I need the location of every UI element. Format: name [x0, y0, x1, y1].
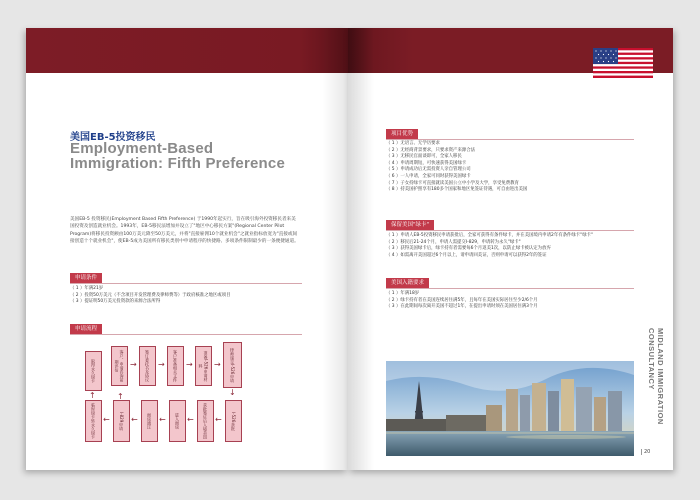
list-item: （ 1 ）无语言、无学历要求 [386, 141, 440, 146]
list-item: （ 6 ）一人申请，全家可同时获得美国绿卡 [386, 173, 471, 179]
brand-vertical-title: MIDLAND IMMIGRATION CONSULTANCY [647, 328, 665, 425]
flow-step: 准备I-526申请材料 [195, 346, 212, 386]
list-item: （ 3 ）提证明50万美元投资款的来源合法所得 [70, 299, 161, 305]
divider [70, 283, 302, 284]
list-item: （ 1 ）年满18岁 [386, 291, 420, 296]
right-page [348, 28, 673, 470]
page-title: 美国EB-5投资移民 [70, 132, 156, 143]
left-page: 美国EB-5投资移民 Employment-Based Immigration: Fifth Preference 美国EB-5 投资移民(Employment Based Fifth Preference) 于1990年起实行，旨在吸引海外投资移民者来美国投资及创造就业机会。1993年，EB-5移民法增加并设立了"地区中心移民方案"(Regional Center Pilot Program)将移民投资额由100万美元降至50万美元，并将"直接雇佣10个就业机会"之就业指标放宽为"直接或间接创造十个就业机会"，使EB-5成为美国所有移民类别中申请程序的快捷路、多项条件限制最少的一条便捷通道。 申请条件 （ 1 ）年满21岁 （ 2 ）投资50万美元（不含项目开发管理费及律师费等）于政府核准之地区或项目 （ 3 ）提证明50万美元投资款的来源合法所得 申请流程 客户、申请咨询前期评估 → 签订委托书及协议 → 客户准备相关文件 → 准备I-526申请材料 → 律师递交I-526申请 ↓ I-526获批 ← 获批签证后入境美国 ← 进入面谈 ← 面谈通过 ← I-829申请 ↑ 临时绿卡转永久绿卡 ← 取得永久绿卡 ↑ [26, 28, 348, 470]
flow-step: 获批签证后入境美国 [197, 400, 214, 442]
list-item: （ 1 ）申请人EB-5投资移民申请获批后，全家可获得有条件绿卡，并在美国境内申请2年有条件绿卡"绿卡" [386, 233, 593, 238]
list-item: （ 3 ）在此期间每次离开美国不超过1年，在提出申请时须在美国居住满3个月 [386, 304, 538, 310]
list-item: （ 3 ）获得美国绿卡后，绿卡持有者需要每6个月返美1次，以防止绿卡被认定为放弃 [386, 246, 551, 252]
divider [386, 139, 634, 140]
page-number: 20 [641, 449, 650, 455]
intro-paragraph: 美国EB-5 投资移民(Employment Based Fifth Preference) 于1990年起实行，旨在吸引海外投资移民者来美国投资及创造就业机会。1993年，EB-5移民法增加并设立了"地区中心移民方案"(Regional Center Pilot Program)将移民投资额由100万美元降至50万美元，并将"直接雇佣10个就业机会"之就业指标放宽为"直接或间接创造十个就业机会"，使EB-5成为美国所有移民类别中申请程序的快捷路、多项条件限制最少的一条便捷通道。 [70, 217, 299, 245]
list-item: （ 2 ）移民后21-24个月，申请人需提交I-829，申请转为永久"绿卡" [386, 239, 521, 245]
section-heading-naturalization: 美国入籍要求 [386, 278, 429, 288]
section-heading-conditions: 申请条件 [70, 273, 102, 283]
advantages-list [386, 141, 527, 194]
flow-step: 客户、申请咨询前期评估 [111, 346, 128, 386]
list-item: （ 2 ）无经商背景要求，只要求资产来源合法 [386, 147, 476, 153]
section-heading-advantages: 项目优势 [386, 129, 418, 139]
divider [386, 288, 634, 289]
divider [386, 230, 634, 231]
flow-step: 面谈通过 [141, 400, 158, 442]
list-item: （ 3 ）无移民官面谈即可，全家人移民 [386, 154, 462, 160]
flow-step: 签订委托书及协议 [139, 346, 156, 386]
divider [70, 334, 302, 335]
header-band [26, 28, 348, 73]
flow-step: 临时绿卡转永久绿卡 [85, 400, 102, 442]
city-skyline-image [386, 361, 634, 456]
naturalization-list [386, 291, 538, 311]
page-subtitle: Employment-Based Immigration: Fifth Preference [70, 140, 286, 172]
list-item: （ 2 ）绿卡持有者在美国连续居住满5年，且每年在美国实际居住至少2/6个月 [386, 297, 538, 303]
us-flag-icon [593, 48, 653, 78]
flow-step: 律师递交I-526申请 [223, 342, 242, 388]
list-item: （ 7 ）子女持绿卡可直接就读美国公立中小学及大学，享受免费教育 [386, 180, 519, 186]
list-item: （ 2 ）投资50万美元（不含项目开发管理费及律师费等）于政府核准之地区或项目 [70, 292, 231, 298]
list-item: （ 5 ）申请成功后无需投资人亲自管理公司 [386, 167, 471, 173]
conditions-list [70, 286, 230, 306]
list-item: （ 4 ）如需离开美国超过6个月以上，请申请回美证，否则申请可以获得2年的签证 [386, 252, 547, 258]
flow-step: 取得永久绿卡 [85, 351, 102, 391]
flow-step: I-829申请 [113, 400, 130, 442]
list-item: （ 1 ）年满21岁 [70, 286, 104, 291]
flow-step: 进入面谈 [169, 400, 186, 442]
flow-step: I-526获批 [225, 400, 242, 442]
list-item: （ 8 ）持美国护照享有180多个国家和地区免签证待遇，可自由进出美国 [386, 187, 528, 193]
section-heading-greencard: 保留美国"绿卡" [386, 220, 434, 230]
list-item: （ 4 ）申请周期短，可快速获得美国绿卡 [386, 160, 467, 166]
flow-step: 客户准备相关文件 [167, 346, 184, 386]
section-heading-process: 申请流程 [70, 324, 102, 334]
greencard-list [386, 233, 593, 259]
